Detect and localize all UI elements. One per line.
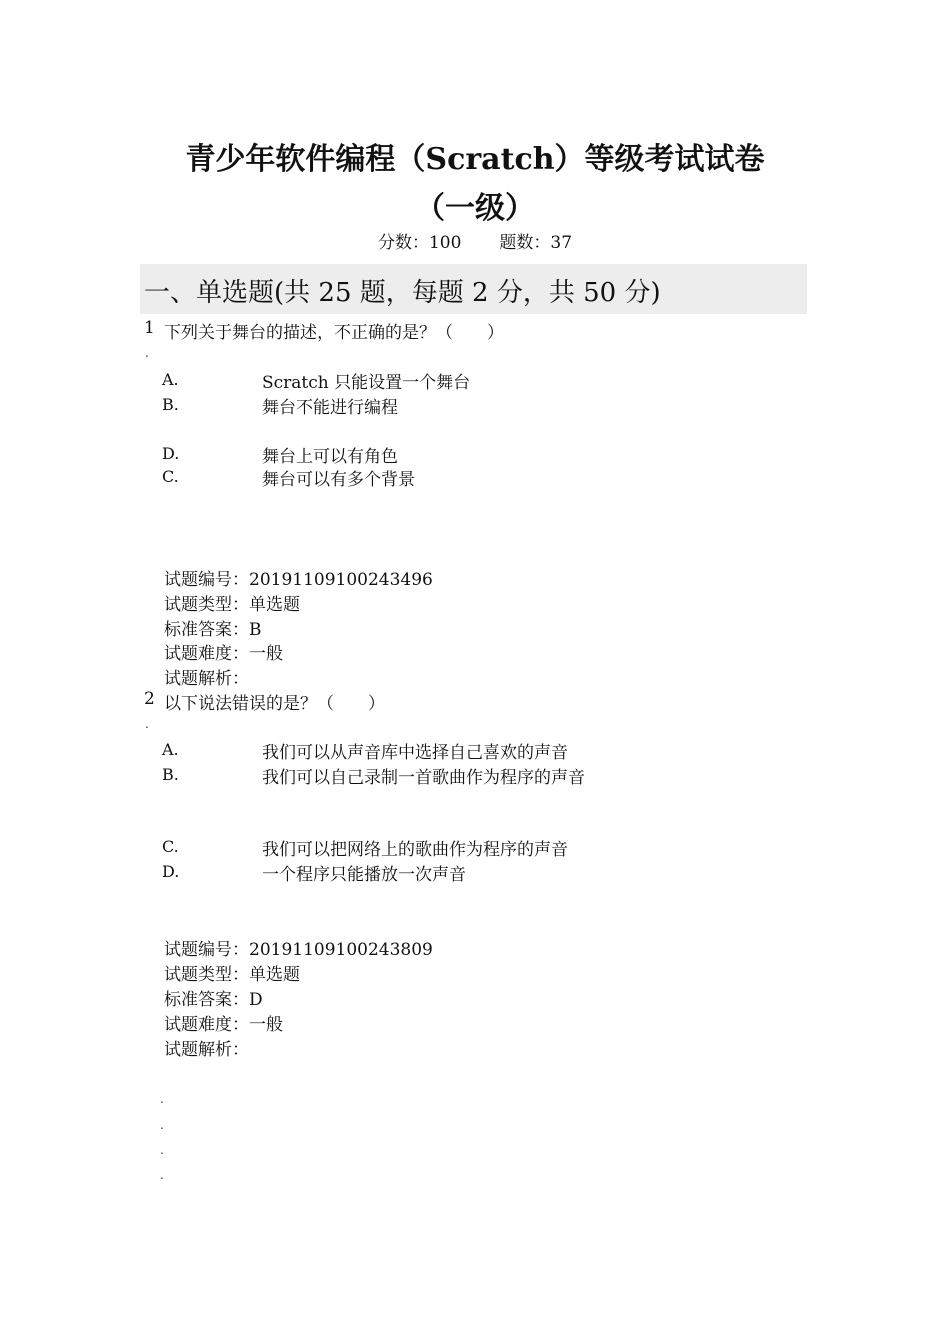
- question-type: 试题类型：单选题: [164, 965, 300, 985]
- question-type: 试题类型：单选题: [164, 595, 300, 615]
- question-id: 试题编号：20191109100243496: [164, 570, 433, 590]
- question-number: 1: [144, 318, 155, 338]
- question-difficulty: 试题难度：一般: [164, 1015, 283, 1035]
- option-text[interactable]: 舞台不能进行编程: [262, 398, 398, 418]
- option-letter: A.: [162, 370, 179, 389]
- option-letter: A.: [162, 740, 179, 759]
- exam-title: 青少年软件编程（Scratch）等级考试试卷: [185, 142, 765, 177]
- question-answer: 标准答案：B: [164, 620, 262, 640]
- list-dot: .: [145, 717, 149, 731]
- question-count-text: 题数：37: [499, 233, 573, 253]
- option-text[interactable]: 我们可以把网络上的歌曲作为程序的声音: [262, 840, 568, 860]
- score-text: 分数：100: [377, 233, 462, 253]
- option-text[interactable]: 舞台可以有多个背景: [262, 470, 415, 490]
- section-title: 一、单选题(共 25 题，每题 2 分，共 50 分): [144, 278, 661, 308]
- question-difficulty: 试题难度：一般: [164, 644, 283, 664]
- list-dot: .: [160, 1092, 164, 1106]
- option-letter: B.: [162, 765, 179, 784]
- question-stem: 以下说法错误的是？（ ）: [164, 694, 385, 714]
- exam-level: （一级）: [415, 191, 535, 226]
- option-letter: D.: [162, 444, 180, 463]
- option-text[interactable]: Scratch 只能设置一个舞台: [262, 373, 471, 393]
- option-text[interactable]: 我们可以从声音库中选择自己喜欢的声音: [262, 743, 568, 763]
- list-dot: .: [160, 1143, 164, 1157]
- list-dot: .: [145, 346, 149, 360]
- list-dot: .: [160, 1168, 164, 1182]
- option-letter: C.: [162, 837, 179, 856]
- option-letter: C.: [162, 467, 179, 486]
- option-text[interactable]: 我们可以自己录制一首歌曲作为程序的声音: [262, 768, 585, 788]
- option-text[interactable]: 舞台上可以有角色: [262, 447, 398, 467]
- question-number: 2: [144, 689, 155, 709]
- question-id: 试题编号：20191109100243809: [164, 940, 433, 960]
- exam-meta: [0, 228, 950, 253]
- list-dot: .: [160, 1118, 164, 1132]
- question-analysis: 试题解析：: [164, 669, 249, 689]
- question-stem: 下列关于舞台的描述，不正确的是？（ ）: [164, 323, 504, 343]
- question-answer: 标准答案：D: [164, 990, 263, 1010]
- option-text[interactable]: 一个程序只能播放一次声音: [262, 865, 466, 885]
- question-analysis: 试题解析：: [164, 1040, 249, 1060]
- option-letter: D.: [162, 862, 180, 881]
- option-letter: B.: [162, 395, 179, 414]
